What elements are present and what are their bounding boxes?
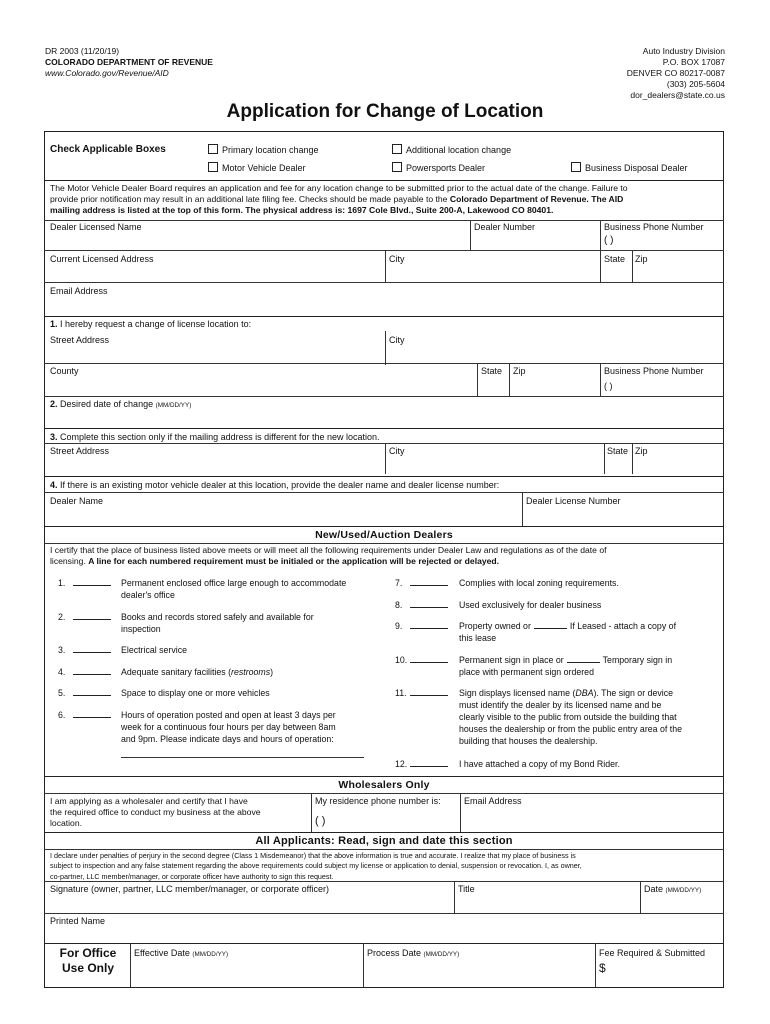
divider — [470, 220, 471, 250]
perjury-line-1: I declare under penalties of perjury in the second degree (Class 1 Misdemeanor) that the above information is true and accurate. I realize that my place of business is — [50, 851, 576, 860]
req-11-line-d: must identify the dealer by its licensed name and be — [459, 700, 662, 710]
req-4-text-c: ) — [270, 667, 274, 677]
city-zip: DENVER CO 80217-0087 — [626, 68, 725, 78]
req-11-text-a: Sign displays licensed name ( — [459, 688, 576, 698]
process-date-label — [367, 948, 459, 960]
hours-of-operation-line[interactable] — [121, 757, 364, 758]
req-9: 9. — [395, 620, 451, 632]
divider — [44, 881, 724, 882]
req-6: 6. — [58, 709, 114, 721]
divider — [385, 331, 386, 365]
req-1-line-b: dealer's office — [121, 590, 175, 600]
additional-location-checkbox[interactable] — [392, 144, 402, 154]
date-label — [644, 884, 701, 896]
req-6-line-a: Hours of operation posted and open at least 3 days per — [121, 710, 336, 720]
office-use-label — [46, 946, 130, 976]
req-5-initial[interactable] — [73, 687, 111, 696]
perjury-line-3: co-partner, LLC member/manager, or corporate officer have authority to sign this request. — [50, 871, 334, 881]
section-4-text: If there is an existing motor vehicle dealer at this location, provide the dealer name and dealer license number: — [57, 480, 500, 490]
primary-location-label: Primary location change — [222, 145, 319, 155]
website[interactable]: www.Colorado.gov/Revenue/AID — [45, 68, 169, 78]
certify-line-2a: licensing. — [50, 556, 89, 567]
office-use-line-2: Use Only — [61, 961, 115, 975]
req-10-temporary: Temporary sign in — [602, 655, 673, 665]
effective-date-format: (MM/DD/YY) — [192, 951, 229, 958]
divider — [640, 881, 641, 913]
divider — [385, 250, 386, 282]
req-4: 4. — [58, 666, 114, 678]
req-11-line-f: houses the dealership or from the public entry area of the — [459, 724, 682, 734]
mailing-state-label: State — [607, 446, 629, 456]
req-9-line-c: this lease — [459, 633, 497, 643]
divider — [460, 793, 461, 832]
req-2-initial[interactable] — [73, 611, 111, 620]
divider — [44, 793, 724, 794]
req-10-line-c: place with permanent sign ordered — [459, 667, 594, 677]
section-2-label — [50, 399, 191, 411]
form-number: DR 2003 (11/20/19) — [45, 46, 120, 56]
process-date-format: (MM/DD/YY) — [423, 951, 460, 958]
signature-label: Signature (owner, partner, LLC member/manager, or corporate officer) — [50, 884, 329, 894]
new-zip-label: Zip — [513, 366, 526, 376]
section-4-number: 4. — [50, 480, 58, 490]
mailing-street-label: Street Address — [50, 446, 110, 456]
phone-area-code[interactable]: ( ) — [604, 235, 614, 246]
business-disposal-checkbox[interactable] — [571, 162, 581, 172]
signature-date-format: (MM/DD/YY) — [665, 887, 702, 894]
powersports-dealer-label: Powersports Dealer — [406, 163, 486, 173]
section-3-number: 3. — [50, 432, 58, 442]
notice-line-3: mailing address is listed at the top of this form. The physical address is: 1697 Cole Blvd., Suite 200-A, Lakewood CO 80401. — [50, 205, 554, 216]
divider — [454, 881, 455, 913]
email-address-label: Email Address — [50, 286, 108, 296]
date-format-hint: (MM/DD/YY) — [155, 402, 192, 409]
req-9-owned: Property owned or — [459, 621, 531, 631]
page-title: Application for Change of Location — [226, 101, 544, 122]
req-7-text: Complies with local zoning requirements. — [459, 578, 619, 588]
req-5-text: Space to display one or more vehicles — [121, 688, 270, 698]
req-3-initial[interactable] — [73, 644, 111, 653]
perjury-line-2: subject to inspection and any false statement regarding the above requirements could subject my license or application to denial, suspension or revocation. I, as owner, — [50, 861, 582, 871]
division-name: Auto Industry Division — [642, 46, 725, 56]
existing-dealer-name-label: Dealer Name — [50, 496, 104, 506]
wholesaler-certify — [50, 796, 310, 830]
section-3-text: Complete this section only if the mailing address is different for the new location. — [57, 432, 380, 442]
section-3-label — [50, 432, 380, 443]
divider — [632, 443, 633, 474]
current-address-label: Current Licensed Address — [50, 254, 154, 264]
divider — [604, 443, 605, 474]
printed-name-label: Printed Name — [50, 916, 106, 926]
city-label: City — [389, 254, 405, 264]
divider — [600, 220, 601, 282]
state-label: State — [604, 254, 626, 264]
dealer-number-label: Dealer Number — [474, 222, 536, 232]
divider — [44, 316, 724, 317]
req-12: 12. — [395, 758, 451, 770]
divider — [44, 443, 724, 444]
divider — [477, 363, 478, 397]
req-1-line-a: Permanent enclosed office large enough to accommodate — [121, 578, 347, 588]
divider — [363, 943, 364, 987]
wholesaler-line-2: the required office to conduct my business at the above — [50, 807, 261, 818]
perjury-statement — [50, 851, 720, 882]
powersports-dealer-checkbox[interactable] — [392, 162, 402, 172]
req-5: 5. — [58, 687, 114, 699]
req-11-text — [459, 687, 721, 747]
form-header-left — [45, 46, 213, 79]
req-12-initial[interactable] — [410, 758, 448, 767]
section-2-text: Desired date of change — [57, 399, 154, 409]
divider — [44, 526, 724, 527]
req-4-text-a: Adequate sanitary facilities ( — [121, 667, 232, 677]
wholesalers-heading: Wholesalers Only — [338, 779, 430, 791]
division-email[interactable]: dor_dealers@state.co.us — [630, 90, 725, 100]
divider — [600, 363, 601, 397]
divider — [44, 492, 724, 493]
section-2-number: 2. — [50, 399, 58, 409]
notice-text — [50, 183, 720, 217]
req-4-initial[interactable] — [73, 666, 111, 675]
divider — [44, 250, 724, 251]
department-name: COLORADO DEPARTMENT OF REVENUE — [45, 57, 213, 67]
req-2: 2. — [58, 611, 114, 623]
divider — [311, 793, 312, 832]
req-4-text — [121, 666, 273, 678]
req-11-line-g: building that houses the dealership. — [459, 736, 598, 746]
section-1-number: 1. — [50, 319, 58, 329]
req-6-line-c: and 9pm. Please indicate days and hours of operation: — [121, 734, 334, 744]
divider — [44, 849, 724, 850]
divider — [385, 443, 386, 474]
po-box: P.O. BOX 17087 — [662, 57, 725, 67]
divider — [44, 180, 724, 181]
req-9-leased-initial[interactable] — [534, 620, 567, 629]
certify-text — [50, 545, 720, 567]
mailing-city-label: City — [389, 446, 405, 456]
divider — [509, 363, 510, 397]
req-10-temporary-initial[interactable] — [567, 654, 600, 663]
req-10: 10. — [395, 654, 451, 666]
divider — [44, 428, 724, 429]
notice-line-1: The Motor Vehicle Dealer Board requires an application and fee for any location change to be submitted prior to the actual date of the change. Failure to — [50, 183, 628, 193]
dealer-licensed-name-label: Dealer Licensed Name — [50, 222, 142, 232]
certify-line-1: I certify that the place of business listed above meets or will meet all the following requirements under Dealer Law and regulations as of the date of — [50, 545, 607, 555]
req-1-text — [121, 577, 386, 601]
req-11-line-e: clearly visible to the public from outside the building that — [459, 712, 677, 722]
divider — [44, 476, 724, 477]
req-3-text: Electrical service — [121, 645, 187, 655]
business-phone-label: Business Phone Number — [604, 222, 704, 232]
req-7: 7. — [395, 577, 451, 589]
new-state-label: State — [481, 366, 503, 376]
req-4-text-b: restrooms — [231, 667, 271, 677]
req-8: 8. — [395, 599, 451, 611]
certify-line-2 — [50, 556, 720, 567]
residence-phone-area-code[interactable]: ( ) — [315, 815, 326, 827]
divider — [44, 543, 724, 544]
req-12-text: I have attached a copy of my Bond Rider. — [459, 759, 620, 769]
residence-phone-label: My residence phone number is: — [315, 796, 441, 806]
req-1-initial[interactable] — [73, 577, 111, 586]
req-6-text — [121, 709, 386, 745]
req-9-leased: If Leased - attach a copy of — [569, 621, 677, 631]
all-applicants-heading: All Applicants: Read, sign and date this section — [255, 835, 513, 847]
divider — [522, 492, 523, 526]
new-phone-area-code[interactable]: ( ) — [604, 381, 613, 391]
divider — [44, 220, 724, 221]
section-1-heading — [50, 319, 251, 330]
divider — [44, 363, 724, 364]
req-9-text — [459, 620, 721, 644]
fee-label: Fee Required & Submitted — [599, 948, 706, 958]
effective-date-label — [134, 948, 228, 960]
dealer-licensed-name-field[interactable] — [50, 234, 465, 248]
notice-line-2a: provide prior notification may result in an additional late filing fee. Checks should be made payable to the — [50, 194, 450, 205]
office-use-line-1: For Office — [59, 946, 117, 960]
wholesaler-line-3: location. — [50, 818, 83, 829]
req-2-line-b: inspection — [121, 624, 161, 634]
req-10-text — [459, 654, 721, 678]
divider — [130, 943, 131, 987]
existing-license-number-label: Dealer License Number — [526, 496, 621, 506]
req-10-initial[interactable] — [410, 654, 448, 663]
req-1: 1. — [58, 577, 114, 589]
req-3: 3. — [58, 644, 114, 656]
divider — [44, 832, 724, 833]
divider — [595, 943, 596, 987]
wholesaler-email-label: Email Address — [464, 796, 522, 806]
section-4-label — [50, 480, 499, 491]
divider — [632, 250, 633, 282]
divider — [44, 943, 724, 944]
division-phone: (303) 205-5604 — [666, 79, 725, 89]
req-11-text-c: ). The sign or device — [593, 688, 674, 698]
fee-dollar-sign: $ — [599, 961, 606, 975]
req-9-initial[interactable] — [410, 620, 448, 629]
date-label-text: Date — [644, 884, 664, 894]
form-header-right — [525, 46, 725, 101]
check-boxes-label: Check Applicable Boxes — [50, 144, 166, 155]
additional-location-label: Additional location change — [406, 145, 512, 155]
process-date-text: Process Date — [367, 948, 422, 958]
title-label: Title — [458, 884, 475, 894]
req-6-initial[interactable] — [73, 709, 111, 718]
req-6-line-b: week for a continuous four hours per day between 8am — [121, 722, 336, 732]
effective-date-text: Effective Date — [134, 948, 190, 958]
divider — [44, 396, 724, 397]
zip-label: Zip — [635, 254, 648, 264]
motor-vehicle-dealer-label: Motor Vehicle Dealer — [222, 163, 306, 173]
new-city-label: City — [389, 335, 405, 345]
business-disposal-label: Business Disposal Dealer — [585, 163, 688, 173]
new-street-label: Street Address — [50, 335, 110, 345]
req-11-initial[interactable] — [410, 687, 448, 696]
req-11: 11. — [395, 687, 451, 699]
req-11-dba: DBA — [575, 688, 594, 698]
req-8-initial[interactable] — [410, 599, 448, 608]
new-used-auction-heading: New/Used/Auction Dealers — [315, 529, 453, 541]
req-10-permanent: Permanent sign in place or — [459, 655, 564, 665]
divider — [44, 913, 724, 914]
req-7-initial[interactable] — [410, 577, 448, 586]
certify-line-2b: A line for each numbered requirement must be initialed or the application will be rejected or delayed. — [88, 556, 500, 567]
wholesaler-line-1: I am applying as a wholesaler and certify that I have — [50, 796, 248, 806]
notice-line-2 — [50, 194, 720, 205]
req-2-text — [121, 611, 386, 635]
divider — [44, 776, 724, 777]
new-business-phone-label: Business Phone Number — [604, 366, 704, 376]
req-8-text: Used exclusively for dealer business — [459, 600, 602, 610]
motor-vehicle-dealer-checkbox[interactable] — [208, 162, 218, 172]
notice-line-2b: Colorado Department of Revenue. The AID — [449, 194, 624, 205]
req-2-line-a: Books and records stored safely and available for — [121, 612, 314, 622]
primary-location-checkbox[interactable] — [208, 144, 218, 154]
divider — [44, 282, 724, 283]
county-label: County — [50, 366, 79, 376]
mailing-zip-label: Zip — [635, 446, 648, 456]
section-1-text: I hereby request a change of license location to: — [57, 319, 252, 329]
